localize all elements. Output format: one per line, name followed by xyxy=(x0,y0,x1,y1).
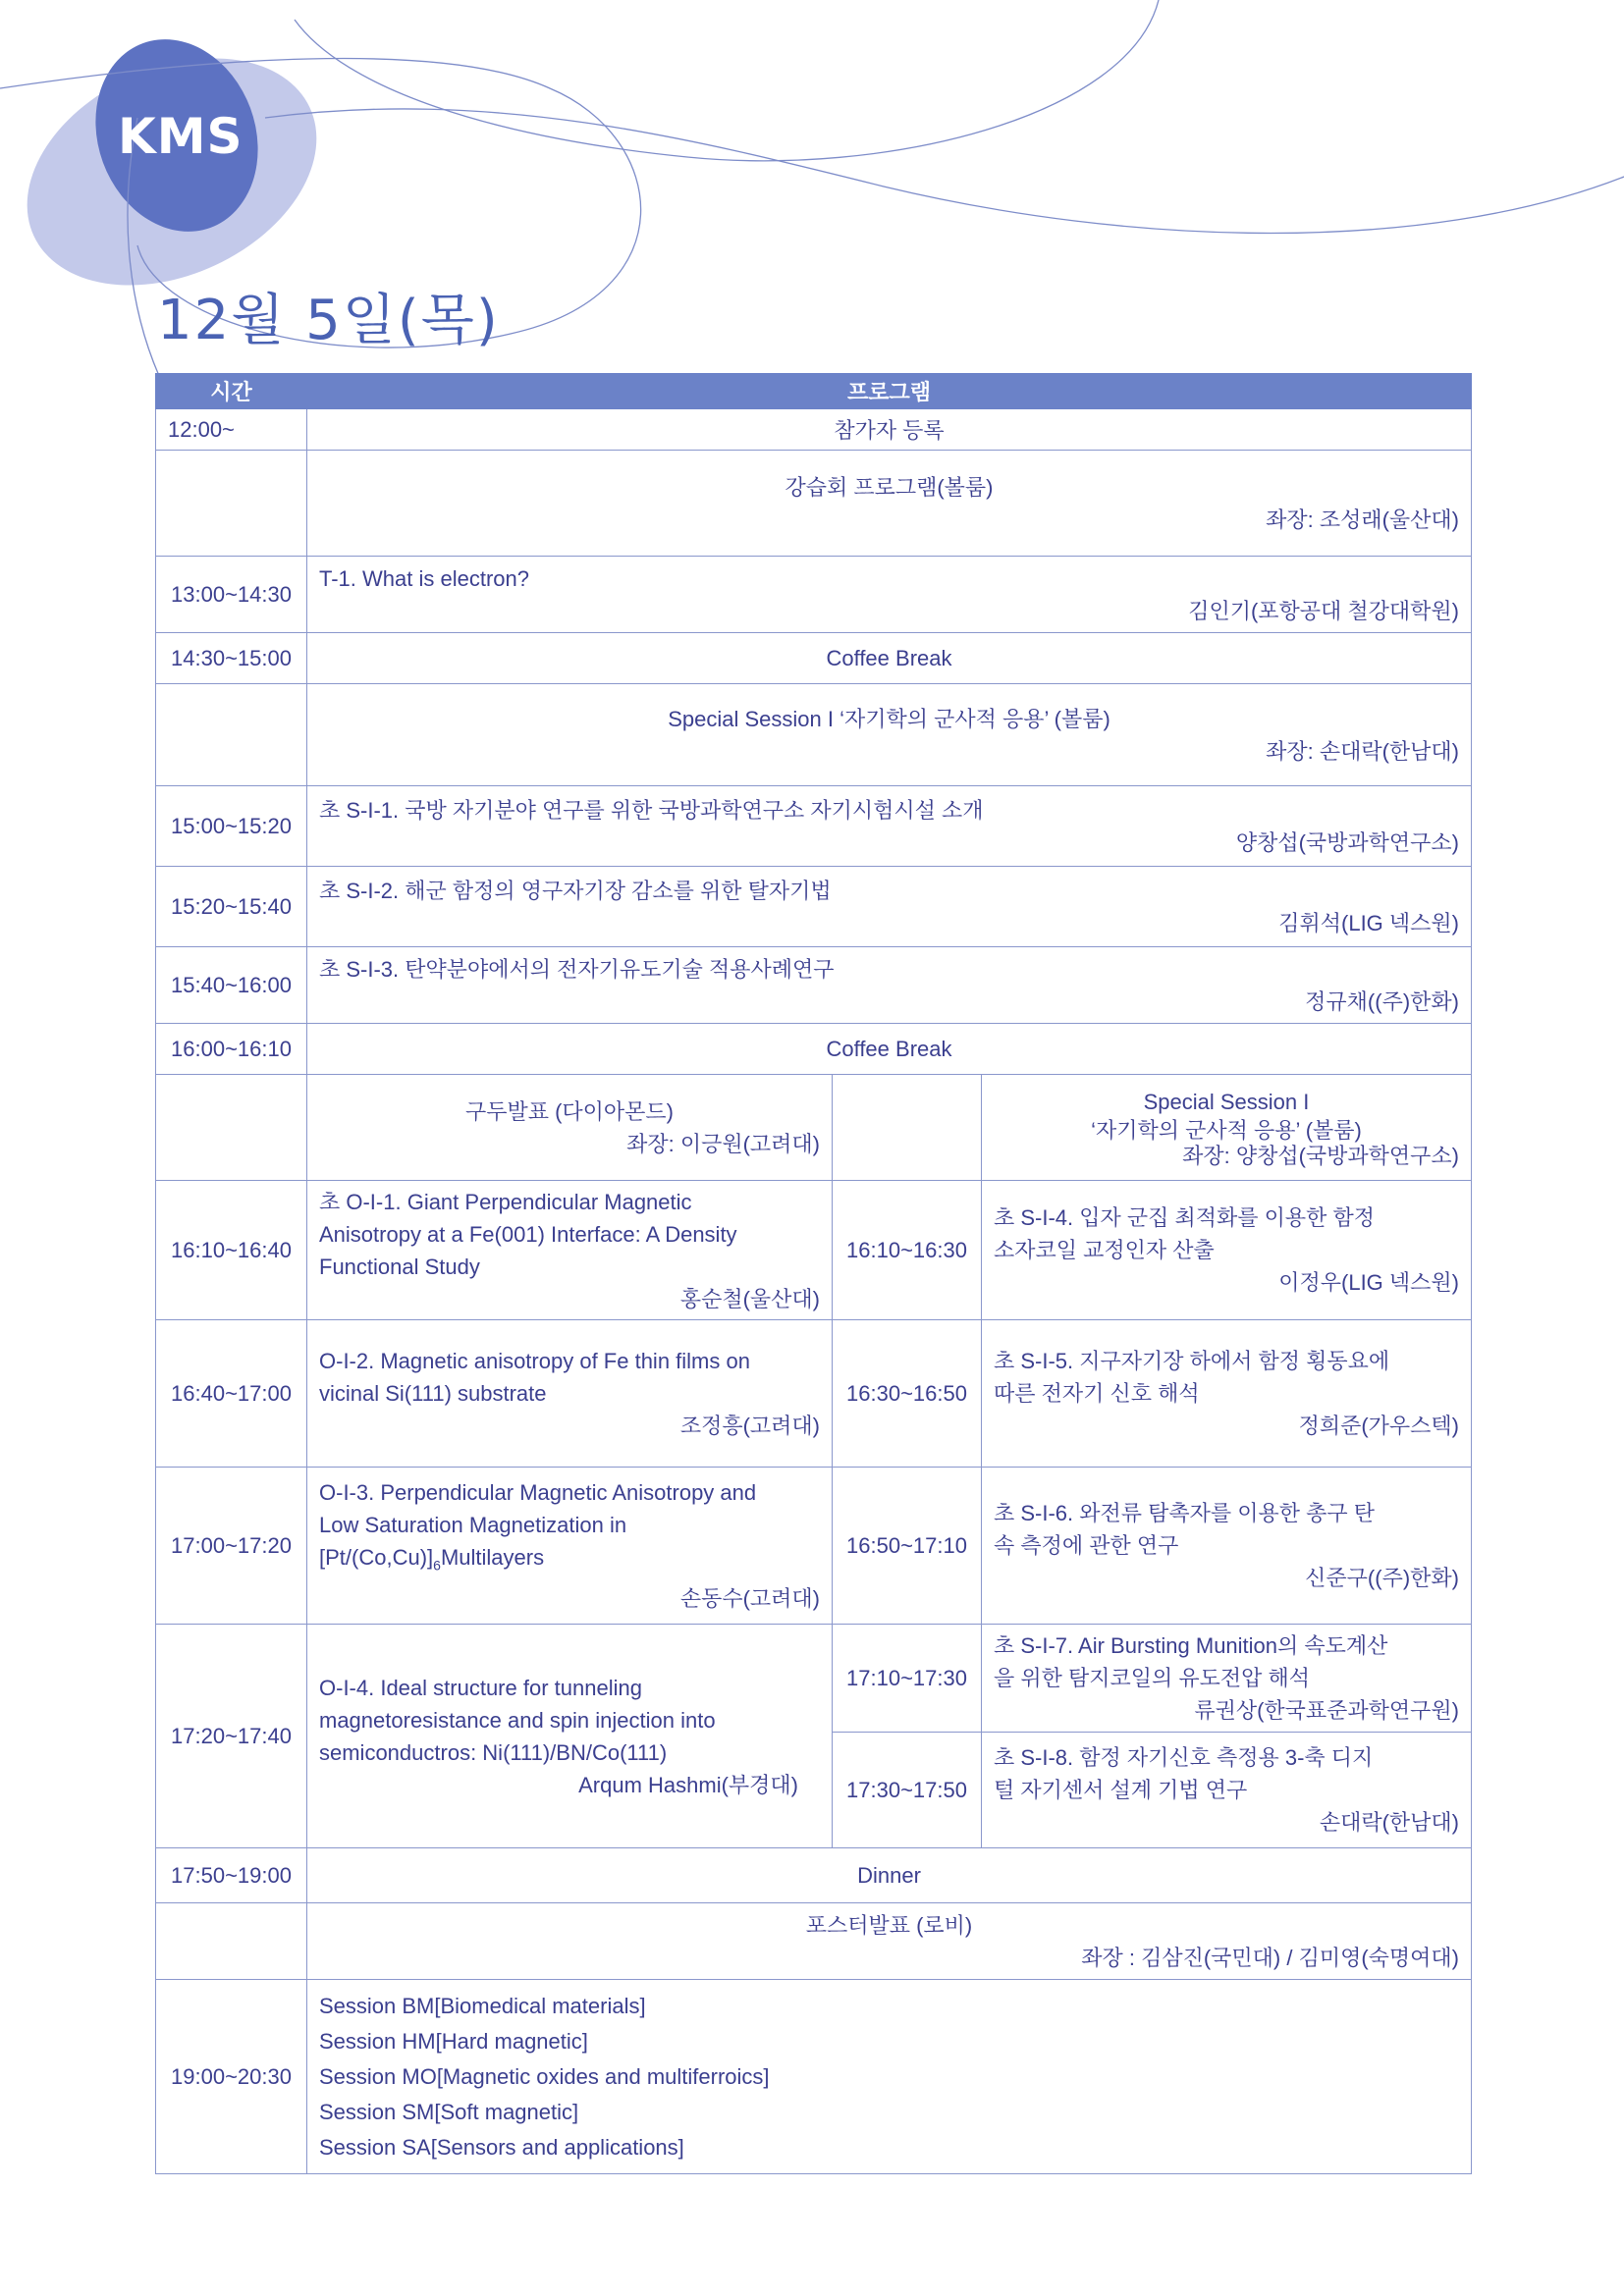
table-row xyxy=(156,1320,1472,1468)
table-row xyxy=(156,1980,1472,2174)
time-cell: 14:30~15:00 xyxy=(156,633,307,684)
table-row xyxy=(156,1024,1472,1075)
table-row xyxy=(156,1625,1472,1733)
table-row xyxy=(156,1075,1472,1181)
chair-text: 좌장: 양창섭(국방과학연구소) xyxy=(1182,1144,1459,1168)
time-cell xyxy=(156,451,307,557)
oral-talk-cell xyxy=(307,1625,833,1848)
special-talk-cell xyxy=(982,1468,1472,1625)
special-talk-cell xyxy=(982,1625,1472,1733)
talk-cell xyxy=(307,786,1472,867)
kms-logo: KMS xyxy=(118,108,244,165)
speaker-text: 정규채((주)한화) xyxy=(1305,988,1459,1014)
formula-text: [Pt/(Co,Cu)] xyxy=(319,1545,434,1571)
talk-cell xyxy=(307,557,1472,633)
talk-cell xyxy=(307,947,1472,1024)
table-row xyxy=(156,684,1472,786)
speaker-text: 손대락(한남대) xyxy=(1319,1810,1459,1835)
table-row xyxy=(156,451,1472,557)
talk-title-line: 초 O-I-1. Giant Perpendicular Magnetic xyxy=(319,1189,692,1214)
table-row xyxy=(156,1468,1472,1625)
break-cell: Coffee Break xyxy=(307,633,1472,684)
poster-session-item: Session MO[Magnetic oxides and multiferroics] xyxy=(319,2063,770,2089)
talk-title-line: 초 S-I-8. 함정 자기신호 측정용 3-축 디지 xyxy=(994,1745,1374,1770)
time-cell: 17:30~17:50 xyxy=(833,1733,982,1848)
speaker-text: 김휘석(LIG 넥스원) xyxy=(1278,910,1459,935)
poster-sessions-cell xyxy=(307,1980,1472,2174)
session-title: 구두발표 (다이아몬드) xyxy=(464,1098,675,1124)
decorative-curve-2 xyxy=(265,109,1624,234)
speaker-text: 이정우(LIG 넥스원) xyxy=(1278,1270,1459,1295)
oral-talk-cell xyxy=(307,1181,833,1320)
talk-title-line: Low Saturation Magnetization in xyxy=(319,1513,627,1538)
speaker-text: Arqum Hashmi(부경대) xyxy=(578,1772,798,1797)
talk-title-line: 속 측정에 관한 연구 xyxy=(994,1533,1179,1558)
time-cell: 16:50~17:10 xyxy=(833,1468,982,1625)
table-row xyxy=(156,1848,1472,1903)
session-title: Special Session I xyxy=(1143,1090,1310,1114)
table-row xyxy=(156,633,1472,684)
session-title: 포스터발표 (로비) xyxy=(805,1912,973,1938)
time-cell xyxy=(156,1075,307,1181)
time-cell: 17:00~17:20 xyxy=(156,1468,307,1625)
dinner-cell: Dinner xyxy=(307,1848,1472,1903)
speaker-text: 류권상(한국표준과학연구원) xyxy=(1194,1698,1459,1723)
table-row xyxy=(156,557,1472,633)
session-header-cell xyxy=(307,684,1472,786)
time-cell: 16:40~17:00 xyxy=(156,1320,307,1468)
time-cell xyxy=(156,1903,307,1980)
time-cell: 16:10~16:30 xyxy=(833,1181,982,1320)
talk-title-line: Functional Study xyxy=(319,1254,480,1279)
time-cell: 15:00~15:20 xyxy=(156,786,307,867)
speaker-text: 손동수(고려대) xyxy=(679,1585,820,1611)
speaker-text: 홍순철(울산대) xyxy=(679,1286,820,1311)
session-subtitle: ‘자기학의 군사적 응용’ (볼룸) xyxy=(1091,1118,1362,1143)
session-title: Special Session I ‘자기학의 군사적 응용’ (볼룸) xyxy=(668,706,1110,731)
session-title: 강습회 프로그램(볼룸) xyxy=(785,474,994,500)
time-cell: 17:50~19:00 xyxy=(156,1848,307,1903)
session-header-cell xyxy=(307,1903,1472,1980)
talk-title-line: 을 위한 탐지코일의 유도전압 해석 xyxy=(994,1666,1310,1690)
oral-talk-cell xyxy=(307,1468,833,1625)
table-row xyxy=(156,947,1472,1024)
break-cell: Coffee Break xyxy=(307,1024,1472,1075)
talk-title-line: vicinal Si(111) substrate xyxy=(319,1381,547,1406)
time-cell: 15:20~15:40 xyxy=(156,867,307,947)
table-row xyxy=(156,786,1472,867)
empty-time-cell xyxy=(833,1075,982,1181)
speaker-text: 신준구((주)한화) xyxy=(1305,1566,1459,1590)
time-cell: 15:40~16:00 xyxy=(156,947,307,1024)
talk-title-line: O-I-2. Magnetic anisotropy of Fe thin films on xyxy=(319,1349,750,1373)
talk-title-line xyxy=(319,1541,820,1581)
poster-session-item: Session BM[Biomedical materials] xyxy=(319,1993,646,2018)
chair-text: 좌장: 이긍원(고려대) xyxy=(626,1131,820,1156)
talk-title: 초 S-I-3. 탄약분야에서의 전자기유도기술 적용사례연구 xyxy=(319,956,835,982)
time-column-header: 시간 xyxy=(156,374,307,409)
time-cell: 16:00~16:10 xyxy=(156,1024,307,1075)
chair-text: 좌장 : 김삼진(국민대) / 김미영(숙명여대) xyxy=(1081,1945,1459,1970)
speaker-text: 조정흥(고려대) xyxy=(679,1414,820,1438)
talk-title-line: 초 S-I-5. 지구자기장 하에서 함정 횡동요에 xyxy=(994,1349,1390,1373)
time-cell: 17:20~17:40 xyxy=(156,1625,307,1848)
speaker-text: 김인기(포항공대 철강대학원) xyxy=(1188,598,1459,623)
talk-cell xyxy=(307,867,1472,947)
time-cell: 16:30~16:50 xyxy=(833,1320,982,1468)
talk-title-line: Anisotropy at a Fe(001) Interface: A Density xyxy=(319,1221,737,1247)
time-cell: 12:00~ xyxy=(156,409,307,451)
poster-session-item: Session SA[Sensors and applications] xyxy=(319,2134,684,2160)
talk-title-line: 초 S-I-4. 입자 군집 최적화를 이용한 함정 xyxy=(994,1205,1375,1230)
date-title: 12월 5일(목) xyxy=(157,289,500,352)
talk-title-line: 초 S-I-7. Air Bursting Munition의 속도계산 xyxy=(994,1633,1388,1658)
talk-title: 초 S-I-2. 해군 함정의 영구자기장 감소를 위한 탈자기법 xyxy=(319,878,832,903)
special-session-header xyxy=(982,1075,1472,1181)
time-cell: 17:10~17:30 xyxy=(833,1625,982,1733)
header-row xyxy=(156,374,1472,409)
session-header-cell xyxy=(307,451,1472,557)
table-row xyxy=(156,867,1472,947)
special-talk-cell xyxy=(982,1320,1472,1468)
speaker-text: 양창섭(국방과학연구소) xyxy=(1235,829,1459,855)
talk-title-line: 털 자기센서 설계 기법 연구 xyxy=(994,1778,1248,1802)
poster-session-item: Session HM[Hard magnetic] xyxy=(319,2028,588,2054)
time-cell: 13:00~14:30 xyxy=(156,557,307,633)
talk-title-line: O-I-4. Ideal structure for tunneling xyxy=(319,1675,642,1700)
formula-suffix: Multilayers xyxy=(440,1545,545,1571)
special-talk-cell xyxy=(982,1181,1472,1320)
time-cell: 16:10~16:40 xyxy=(156,1181,307,1320)
talk-title: T-1. What is electron? xyxy=(319,565,529,591)
registration-cell: 참가자 등록 xyxy=(307,409,1472,451)
oral-talk-cell xyxy=(307,1320,833,1468)
oral-session-header xyxy=(307,1075,833,1181)
chair-text: 좌장: 조성래(울산대) xyxy=(1266,507,1459,532)
talk-title-line: magnetoresistance and spin injection into xyxy=(319,1707,716,1733)
decorative-curve-3 xyxy=(295,0,1159,161)
time-cell: 19:00~20:30 xyxy=(156,1980,307,2174)
talk-title-line: 따른 전자기 신호 해석 xyxy=(994,1381,1200,1406)
table-row xyxy=(156,1903,1472,1980)
special-talk-cell xyxy=(982,1733,1472,1848)
talk-title-line: semiconductros: Ni(111)/BN/Co(111) xyxy=(319,1739,668,1765)
formula-subscript: 6 xyxy=(433,1557,441,1574)
table-row xyxy=(156,409,1472,451)
talk-title-line: 초 S-I-6. 와전류 탐촉자를 이용한 총구 탄 xyxy=(994,1501,1375,1525)
talk-title: 초 S-I-1. 국방 자기분야 연구를 위한 국방과학연구소 자기시험시설 소개 xyxy=(319,797,984,823)
speaker-text: 정희준(가우스텍) xyxy=(1298,1414,1459,1438)
program-column-header: 프로그램 xyxy=(307,374,1472,409)
table-row xyxy=(156,1181,1472,1320)
poster-session-item: Session SM[Soft magnetic] xyxy=(319,2099,579,2124)
schedule-table xyxy=(155,373,1472,2174)
talk-title-line: 소자코일 교정인자 산출 xyxy=(994,1238,1215,1262)
talk-title-line: O-I-3. Perpendicular Magnetic Anisotropy and xyxy=(319,1480,757,1506)
time-cell xyxy=(156,684,307,786)
chair-text: 좌장: 손대락(한남대) xyxy=(1266,738,1459,764)
